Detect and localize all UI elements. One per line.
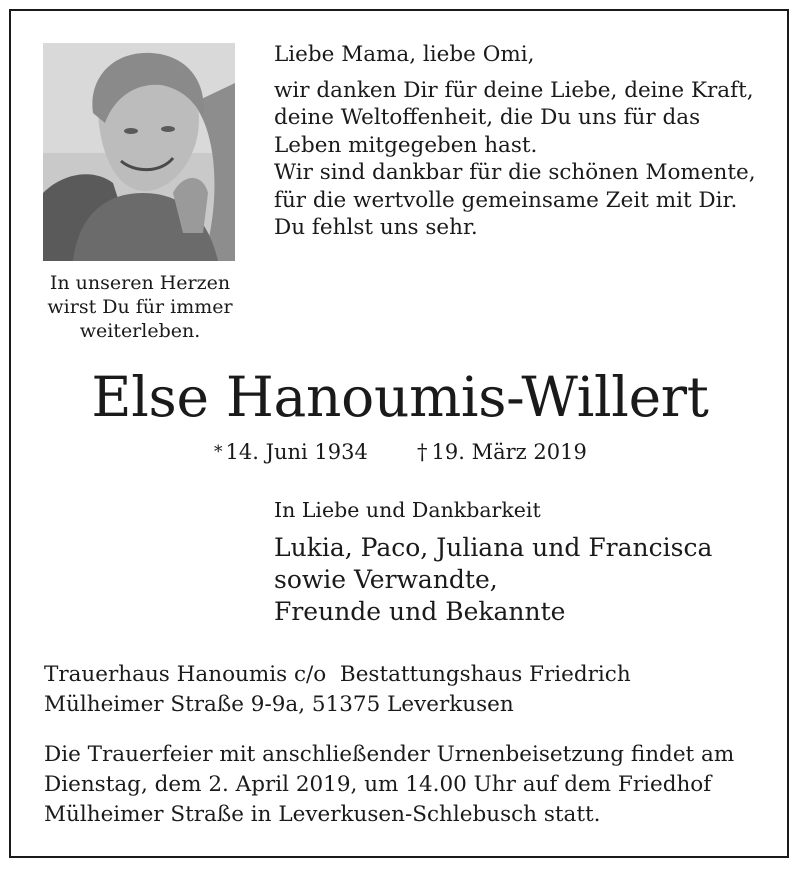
caption-line: weiterleben. — [79, 320, 201, 342]
mourning-address — [44, 660, 631, 720]
funeral-details — [44, 740, 764, 830]
mourner-line: Lukia, Paco, Juliana und Francisca — [274, 533, 713, 562]
farewell-greeting: Liebe Mama, liebe Omi, — [274, 42, 535, 67]
funeral-line: Die Trauerfeier mit anschließender Urnenbeisetzung findet am — [44, 742, 735, 767]
death-date — [417, 438, 587, 466]
farewell-line: für die wertvolle gemeinsame Zeit mit Dir. — [274, 187, 738, 213]
birth-date — [214, 438, 368, 468]
deceased-name: Else Hanoumis-Willert — [91, 365, 709, 429]
photo-caption — [30, 271, 250, 343]
farewell-text — [274, 41, 784, 242]
farewell-line: Du fehlst uns sehr. — [274, 215, 478, 240]
thanks-line: In Liebe und Dankbarkeit — [274, 498, 541, 522]
caption-line: wirst Du für immer — [47, 296, 233, 318]
cross-icon: † — [417, 440, 428, 464]
mourners-list — [274, 532, 712, 628]
funeral-line: Dienstag, dem 2. April 2019, um 14.00 Uhr auf dem Friedhof — [44, 772, 712, 797]
star-icon: * — [214, 442, 223, 462]
birth-date-text: 14. Juni 1934 — [225, 440, 368, 464]
farewell-line: Wir sind dankbar für die schönen Momente, — [274, 160, 756, 185]
caption-line: In unseren Herzen — [49, 272, 231, 294]
farewell-line: deine Weltoffenheit, die Du uns für das — [274, 105, 701, 130]
portrait-photo — [43, 43, 235, 261]
death-date-text: 19. März 2019 — [431, 440, 587, 464]
funeral-line: Mülheimer Straße in Leverkusen-Schlebusch statt. — [44, 802, 601, 827]
address-line: Trauerhaus Hanoumis c/o Bestattungshaus Friedrich — [44, 662, 631, 687]
farewell-line: wir danken Dir für deine Liebe, deine Kraft, — [274, 77, 754, 103]
farewell-line: Leben mitgegeben hast. — [274, 132, 538, 158]
mourner-line: sowie Verwandte, — [274, 565, 498, 594]
address-line: Mülheimer Straße 9-9a, 51375 Leverkusen — [44, 692, 514, 717]
mourner-line: Freunde und Bekannte — [274, 597, 566, 626]
